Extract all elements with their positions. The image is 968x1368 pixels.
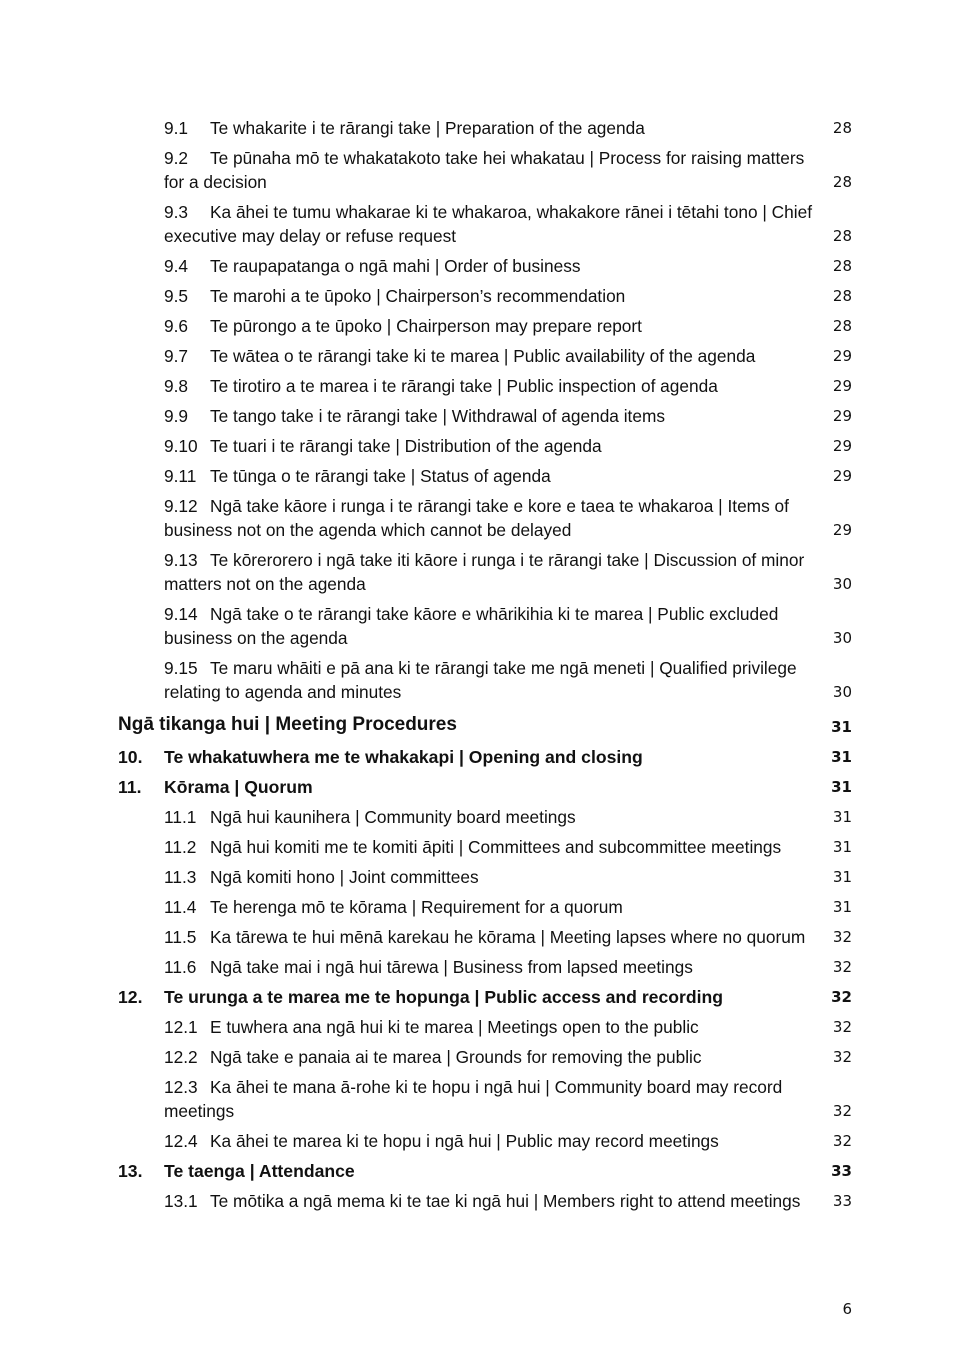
toc-page-number: 31	[831, 748, 852, 766]
toc-subentry[interactable]	[164, 1129, 864, 1153]
toc-page-number: 29	[832, 407, 852, 425]
toc-entry-number: 9.3	[164, 202, 189, 222]
toc-subentry[interactable]	[164, 925, 864, 949]
toc-entry-title: Te herenga mō te kōrama | Requirement for a quorum	[210, 897, 623, 917]
toc-entry-number: 9.15	[164, 658, 198, 678]
toc-page-number: 28	[832, 119, 852, 137]
toc-section-entry[interactable]	[118, 985, 858, 1009]
toc-entry-title: Te maru whāiti e pā ana ki te rārangi take me ngā meneti | Qualified privilege	[210, 658, 797, 678]
toc-page-number: 33	[831, 1162, 852, 1180]
toc-entry-number: 13.1	[164, 1191, 198, 1211]
toc-page-number: 28	[832, 317, 852, 335]
toc-subentry-continuation	[164, 224, 864, 248]
toc-page-number: 32	[832, 1132, 852, 1150]
toc-subentry[interactable]	[164, 254, 864, 278]
toc-entry-title: Ka tārewa te hui mēnā karekau he kōrama | Meeting lapses where no quorum	[210, 927, 806, 947]
toc-entry-title-cont: meetings	[164, 1101, 235, 1121]
toc-subentry[interactable]	[164, 1075, 864, 1099]
toc-entry-title-cont: for a decision	[164, 172, 267, 192]
toc-entry-title: Ngā take o te rārangi take kāore e whārikihia ki te marea | Public excluded	[210, 604, 779, 624]
toc-entry-title: Te mōtika a ngā mema ki te tae ki ngā hui | Members right to attend meetings	[210, 1191, 801, 1211]
toc-page-number: 32	[831, 988, 852, 1006]
toc-entry-title: Te pūnaha mō te whakatakoto take hei whakatau | Process for raising matters	[210, 148, 805, 168]
toc-page-number: 29	[832, 437, 852, 455]
toc-entry-title: Ka āhei te marea ki te hopu i ngā hui | Public may record meetings	[210, 1131, 719, 1151]
toc-section-number: 13.	[118, 1161, 143, 1181]
toc-section-entry[interactable]	[118, 775, 858, 799]
toc-page-number: 31	[831, 718, 852, 736]
toc-subentry[interactable]	[164, 404, 864, 428]
toc-section-title: Te whakatuwhera me te whakakapi | Opening and closing	[164, 747, 643, 767]
toc-entry-number: 11.2	[164, 837, 197, 857]
toc-page-number: 29	[832, 467, 852, 485]
toc-subentry[interactable]	[164, 116, 864, 140]
toc-section-title: Te urunga a te marea me te hopunga | Public access and recording	[164, 987, 723, 1007]
toc-entry-title-cont: relating to agenda and minutes	[164, 682, 402, 702]
toc-subentry-continuation	[164, 680, 864, 704]
toc-subentry-continuation	[164, 1099, 864, 1123]
toc-entry-title-cont: executive may delay or refuse request	[164, 226, 457, 246]
toc-entry-title: Te wātea o te rārangi take ki te marea | Public availability of the agenda	[210, 346, 756, 366]
toc-entry-number: 9.7	[164, 346, 189, 366]
toc-subentry[interactable]	[164, 344, 864, 368]
toc-entry-number: 11.4	[164, 897, 197, 917]
toc-entry-number: 11.6	[164, 957, 197, 977]
toc-entry-number: 12.4	[164, 1131, 198, 1151]
toc-section-number: 10.	[118, 747, 143, 767]
toc-subentry[interactable]	[164, 374, 864, 398]
toc-section-entry[interactable]	[118, 745, 858, 769]
toc-page-number: 32	[832, 958, 852, 976]
toc-entry-number: 9.2	[164, 148, 189, 168]
toc-subentry-continuation	[164, 170, 864, 194]
toc-entry-title: Te whakarite i te rārangi take | Preparation of the agenda	[210, 118, 645, 138]
toc-page-number: 30	[832, 575, 852, 593]
toc-page-number: 30	[832, 629, 852, 647]
toc-entry-title: Te tirotiro a te marea i te rārangi take | Public inspection of agenda	[210, 376, 718, 396]
toc-entry-title: Ka āhei te mana ā-rohe ki te hopu i ngā hui | Community board may record	[210, 1077, 783, 1097]
toc-subentry-continuation	[164, 626, 864, 650]
toc-entry-title: Ngā take e panaia ai te marea | Grounds for removing the public	[210, 1047, 702, 1067]
toc-entry-title: Ngā hui komiti me te komiti āpiti | Committees and subcommittee meetings	[210, 837, 782, 857]
toc-subentry-continuation	[164, 572, 864, 596]
toc-subentry[interactable]	[164, 895, 864, 919]
toc-page-number: 29	[832, 347, 852, 365]
toc-page-number: 33	[832, 1192, 852, 1210]
toc-entry-title: Te raupapatanga o ngā mahi | Order of business	[210, 256, 581, 276]
toc-subentry[interactable]	[164, 835, 864, 859]
toc-subentry[interactable]	[164, 434, 864, 458]
toc-entry-number: 9.6	[164, 316, 189, 336]
toc-entry-number: 11.1	[164, 807, 197, 827]
toc-entry-number: 11.5	[164, 927, 197, 947]
page-number: 6	[842, 1300, 852, 1318]
toc-part-title: Ngā tikanga hui | Meeting Procedures	[118, 714, 457, 735]
toc-section-number: 12.	[118, 987, 143, 1007]
toc-page-number: 32	[832, 1018, 852, 1036]
toc-subentry[interactable]	[164, 656, 864, 680]
toc-entry-title: Ngā hui kaunihera | Community board meetings	[210, 807, 576, 827]
toc-entry-title: E tuwhera ana ngā hui ki te marea | Meetings open to the public	[210, 1017, 699, 1037]
toc-subentry[interactable]	[164, 548, 864, 572]
toc-subentry[interactable]	[164, 1015, 864, 1039]
toc-subentry[interactable]	[164, 1045, 864, 1069]
toc-entry-title: Te pūrongo a te ūpoko | Chairperson may prepare report	[210, 316, 642, 336]
toc-section-title: Kōrama | Quorum	[164, 777, 313, 797]
toc-subentry[interactable]	[164, 602, 864, 626]
toc-part-heading[interactable]	[118, 713, 858, 737]
toc-entry-number: 9.12	[164, 496, 198, 516]
toc-page-number: 31	[831, 778, 852, 796]
toc-subentry[interactable]	[164, 464, 864, 488]
toc-entry-title: Ngā take mai i ngā hui tārewa | Business from lapsed meetings	[210, 957, 693, 977]
toc-entry-title: Ngā komiti hono | Joint committees	[210, 867, 479, 887]
toc-entry-number: 12.2	[164, 1047, 198, 1067]
toc-entry-number: 9.5	[164, 286, 189, 306]
toc-entry-title: Ka āhei te tumu whakarae ki te whakaroa, whakakore rānei i tētahi tono | Chief	[210, 202, 812, 222]
toc-subentry[interactable]	[164, 494, 864, 518]
toc-subentry[interactable]	[164, 284, 864, 308]
toc-entry-number: 9.4	[164, 256, 189, 276]
toc-page-number: 31	[832, 838, 852, 856]
toc-page-number: 28	[832, 287, 852, 305]
toc-subentry-continuation	[164, 518, 864, 542]
toc-entry-number: 9.11	[164, 466, 197, 486]
toc-subentry[interactable]	[164, 1189, 864, 1213]
toc-page-number: 31	[832, 868, 852, 886]
toc-section-number: 11.	[118, 777, 142, 797]
toc-entry-title: Ngā take kāore i runga i te rārangi take e kore e taea te whakaroa | Items of	[210, 496, 789, 516]
toc-entry-number: 11.3	[164, 867, 197, 887]
toc-page-number: 32	[832, 1102, 852, 1120]
toc-subentry[interactable]	[164, 314, 864, 338]
toc-entry-title-cont: business on the agenda	[164, 628, 348, 648]
toc-section-title: Te taenga | Attendance	[164, 1161, 355, 1181]
toc-entry-number: 12.3	[164, 1077, 198, 1097]
toc-entry-number: 9.8	[164, 376, 189, 396]
toc-entry-number: 12.1	[164, 1017, 198, 1037]
toc-page-number: 32	[832, 1048, 852, 1066]
toc-page-number: 28	[832, 227, 852, 245]
toc-subentry[interactable]	[164, 146, 864, 170]
toc-entry-number: 9.13	[164, 550, 198, 570]
toc-section-entry[interactable]	[118, 1159, 858, 1183]
toc-entry-title: Te tūnga o te rārangi take | Status of agenda	[210, 466, 551, 486]
toc-subentry[interactable]	[164, 805, 864, 829]
toc-subentry[interactable]	[164, 955, 864, 979]
toc-entry-title-cont: business not on the agenda which cannot be delayed	[164, 520, 572, 540]
toc-entry-number: 9.1	[164, 118, 189, 138]
toc-page-number: 28	[832, 257, 852, 275]
toc-entry-number: 9.14	[164, 604, 198, 624]
toc-page-number: 32	[832, 928, 852, 946]
toc-entry-title: Te tuari i te rārangi take | Distribution of the agenda	[210, 436, 602, 456]
toc-page-number: 31	[832, 808, 852, 826]
toc-entry-title: Te marohi a te ūpoko | Chairperson’s recommendation	[210, 286, 626, 306]
toc-subentry[interactable]	[164, 865, 864, 889]
toc-entry-title: Te tango take i te rārangi take | Withdrawal of agenda items	[210, 406, 666, 426]
toc-subentry[interactable]	[164, 200, 864, 224]
toc-page-number: 29	[832, 377, 852, 395]
toc-page-number: 28	[832, 173, 852, 191]
toc-entry-title: Te kōrerorero i ngā take iti kāore i runga i te rārangi take | Discussion of minor	[210, 550, 805, 570]
toc-page-number: 30	[832, 683, 852, 701]
toc-entry-number: 9.10	[164, 436, 198, 456]
toc-entry-title-cont: matters not on the agenda	[164, 574, 366, 594]
toc-entry-number: 9.9	[164, 406, 189, 426]
toc-page-number: 29	[832, 521, 852, 539]
toc-page-number: 31	[832, 898, 852, 916]
